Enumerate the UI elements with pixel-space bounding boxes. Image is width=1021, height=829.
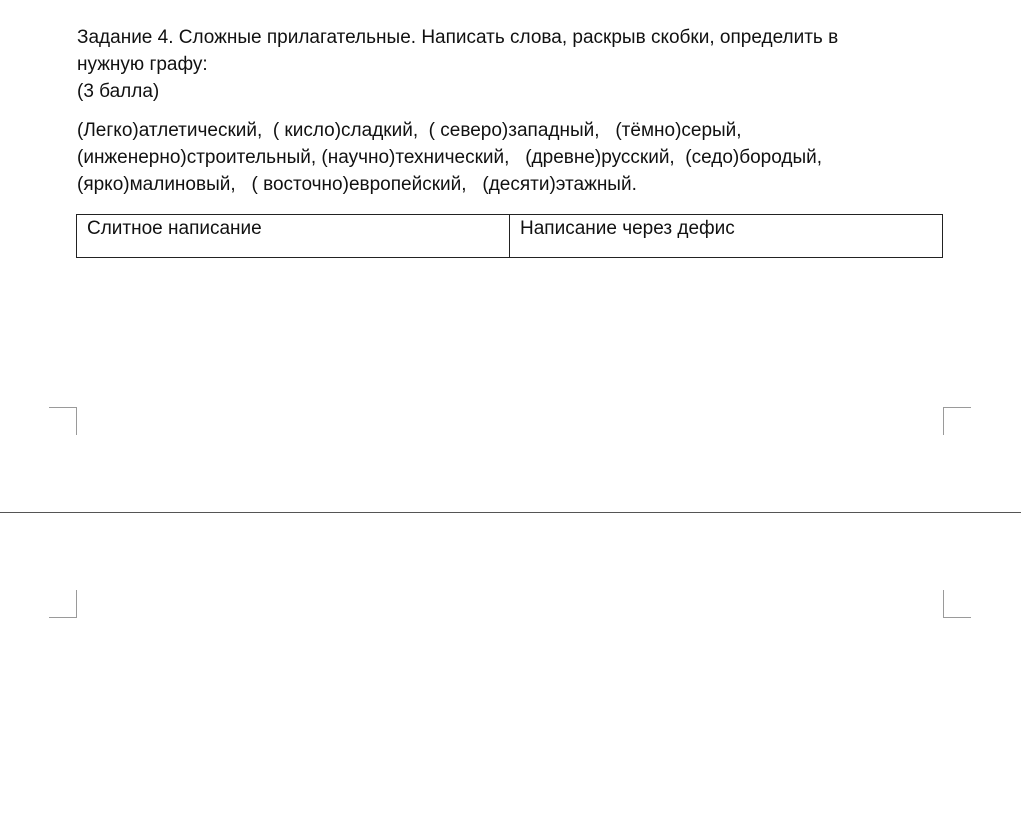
task-title-line-1: Задание 4. Сложные прилагательные. Написать слова, раскрыв скобки, определить в [77,27,839,48]
word-list-line-3: (ярко)малиновый, ( восточно)европейский, (десяти)этажный. [77,174,637,195]
word-list [77,117,977,198]
page-break-line [0,512,1021,513]
word-list-line-2: (инженерно)строительный, (научно)технический, (древне)русский, (седо)бородый, [77,147,823,168]
margin-corner-top-right [943,407,971,435]
margin-corner-bottom-left [49,590,77,618]
answer-table [76,214,943,258]
column-header-solid-spelling[interactable]: Слитное написание [77,215,510,258]
task-heading [77,24,957,105]
task-title-line-2: нужную графу: [77,54,208,75]
margin-corner-top-left [49,407,77,435]
table-row [77,215,943,258]
column-header-hyphen-spelling[interactable]: Написание через дефис [510,215,943,258]
word-list-line-1: (Легко)атлетический, ( кисло)сладкий, ( северо)западный, (тёмно)серый, [77,120,742,141]
margin-corner-bottom-right [943,590,971,618]
task-points: (3 балла) [77,81,160,102]
